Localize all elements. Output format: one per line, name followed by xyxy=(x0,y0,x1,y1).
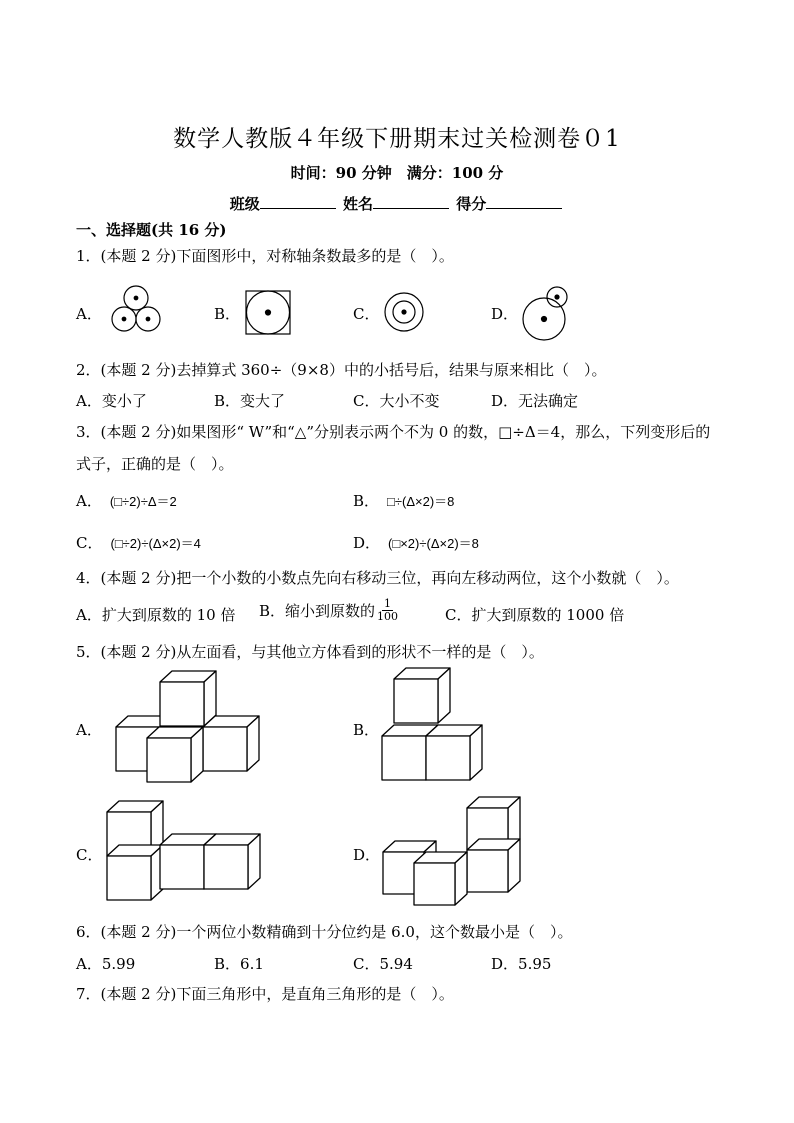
question-6: 6．(本题 2 分)一个两位小数精确到十分位约是 6.0，这个数最小是（ ）。 xyxy=(76,923,573,941)
question-1: 1．(本题 2 分)下面图形中，对称轴条数最多的是（ ）。 xyxy=(76,247,454,265)
question-4: 4．(本题 2 分)把一个小数的小数点先向右移动三位，再向左移动两位，这个小数就（ ）。 xyxy=(76,569,679,587)
exam-time-score: 时间：90 分钟 满分：100 分 xyxy=(290,164,504,182)
q5-label-d: D． xyxy=(353,846,381,864)
q3-option-b[interactable]: B． □÷(Δ×2)＝8 xyxy=(353,492,455,510)
q4-option-a[interactable]: A．扩大到原数的 10 倍 xyxy=(76,606,236,624)
q6-option-d[interactable]: D．5.95 xyxy=(491,955,552,973)
question-2: 2．(本题 2 分)去掉算式 360÷（9×8）中的小括号后，结果与原来相比（ ）。 xyxy=(76,361,607,379)
q2-option-d[interactable]: D．无法确定 xyxy=(491,392,579,410)
q6-option-c[interactable]: C．5.94 xyxy=(353,955,413,973)
cube-figure-b xyxy=(382,668,482,780)
q3-formula-d: (□×2)÷(Δ×2)＝8 xyxy=(388,536,479,551)
question-5: 5．(本题 2 分)从左面看，与其他立方体看到的形状不一样的是（ ）。 xyxy=(76,643,544,661)
q3-formula-a: (□÷2)÷Δ＝2 xyxy=(109,494,177,509)
q3-option-a[interactable]: A． (□÷2)÷Δ＝2 xyxy=(76,492,177,510)
question-3-line2: 式子，正确的是（ ）。 xyxy=(76,455,234,473)
q1-label-a: A． xyxy=(76,305,102,323)
fraction-1-100: $\frac{1}{100}$ xyxy=(377,597,399,623)
cube-figure-a xyxy=(116,671,259,782)
q4-option-c[interactable]: C．扩大到原数的 1000 倍 xyxy=(445,606,625,624)
section-heading: 一、选择题(共 16 分) xyxy=(76,221,227,239)
class-label: 班级 xyxy=(229,195,260,213)
q5-label-b: B． xyxy=(353,721,380,739)
question-7: 7．(本题 2 分)下面三角形中，是直角三角形的是（ ）。 xyxy=(76,985,454,1003)
q4-option-b[interactable]: B．缩小到原数的 $\frac{1}{100}$ xyxy=(259,597,399,623)
q5-label-c: C． xyxy=(76,846,103,864)
q3-option-c[interactable]: C． (□÷2)÷(Δ×2)＝4 xyxy=(76,534,201,552)
q2-option-c[interactable]: C．大小不变 xyxy=(353,392,440,410)
q3-formula-b: □÷(Δ×2)＝8 xyxy=(387,494,455,509)
q6-option-a[interactable]: A．5.99 xyxy=(76,955,136,973)
score-label: 得分 xyxy=(456,195,487,213)
page-title: 数学人教版４年级下册期末过关检测卷０1 xyxy=(173,126,621,152)
question-3-line1: 3．(本题 2 分)如果图形“ W”和“△”分别表示两个不为 0 的数，□÷Δ＝4，那么，下列变形后的 xyxy=(76,423,711,441)
q1-label-b: B． xyxy=(214,305,241,323)
q1-label-d: D． xyxy=(491,305,519,323)
cube-figure-c xyxy=(107,801,260,900)
q3-formula-c: (□÷2)÷(Δ×2)＝4 xyxy=(110,536,201,551)
name-label: 姓名 xyxy=(342,195,373,213)
q6-option-b[interactable]: B．6.1 xyxy=(214,955,264,973)
q2-option-b[interactable]: B．变大了 xyxy=(214,392,286,410)
cube-figure-d xyxy=(383,797,520,905)
q5-label-a: A． xyxy=(76,721,102,739)
q1-label-c: C． xyxy=(353,305,380,323)
q2-option-a[interactable]: A．变小了 xyxy=(76,392,147,410)
q3-option-d[interactable]: D． (□×2)÷(Δ×2)＝8 xyxy=(353,534,479,552)
